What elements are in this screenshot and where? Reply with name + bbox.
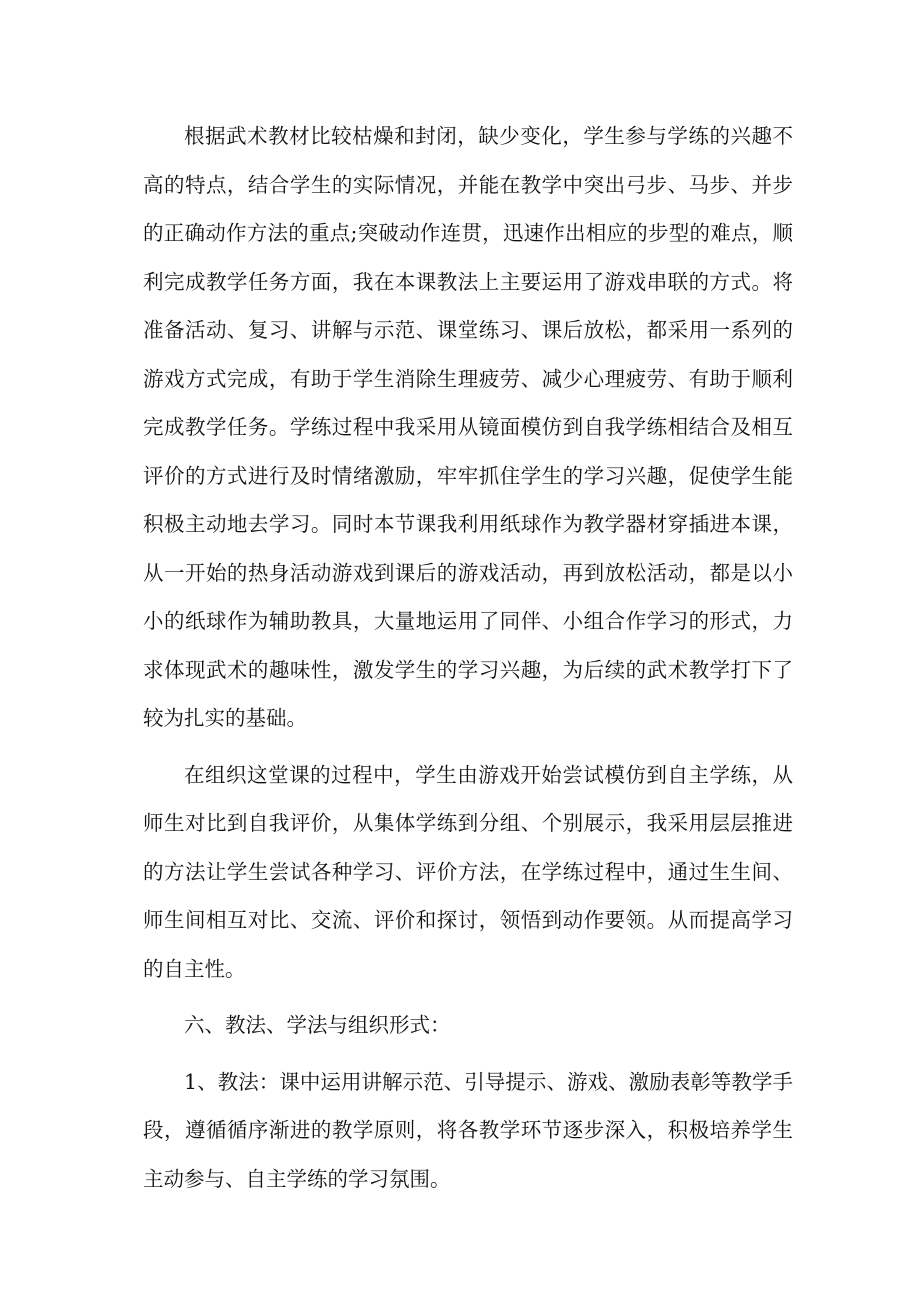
document-body	[143, 112, 793, 1211]
section-heading-teaching-methods: 六、教法、学法与组织形式：	[184, 1013, 451, 1037]
paragraph-teaching-method-detail: 1、教法：课中运用讲解示范、引导提示、游戏、激励表彰等教学手段，遵循循序渐进的教学原则，将各教学环节逐步深入，积极培养学生主动参与、自主学练的学习氛围。	[143, 1069, 793, 1191]
paragraph-lesson-organization: 在组织这堂课的过程中，学生由游戏开始尝试模仿到自主学练，从师生对比到自我评价，从集体学练到分组、个别展示，我采用层层推进的方法让学生尝试各种学习、评价方法，在学练过程中，通过生生间、师生间相互对比、交流、评价和探讨，领悟到动作要领。从而提高学习的自主性。	[143, 762, 793, 981]
paragraph-martial-arts-teaching-method: 根据武术教材比较枯燥和封闭，缺少变化，学生参与学练的兴趣不高的特点，结合学生的实际情况，并能在教学中突出弓步、马步、并步的正确动作方法的重点;突破动作连贯，迅速作出相应的步型的难点，顺利完成教学任务方面，我在本课教法上主要运用了游戏串联的方式。将准备活动、复习、讲解与示范、课堂练习、课后放松，都采用一系列的游戏方式完成，有助于学生消除生理疲劳、减少心理疲劳、有助于顺利完成教学任务。学练过程中我采用从镜面模仿到自我学练相结合及相互评价的方式进行及时情绪激励，牢牢抓住学生的学习兴趣，促使学生能积极主动地去学习。同时本节课我利用纸球作为教学器材穿插进本课，从一开始的热身活动游戏到课后的游戏活动，再到放松活动，都是以小小的纸球作为辅助教具，大量地运用了同伴、小组合作学习的形式，力求体现武术的趣味性，激发学生的学习兴趣，为后续的武术教学打下了较为扎实的基础。	[143, 124, 793, 730]
